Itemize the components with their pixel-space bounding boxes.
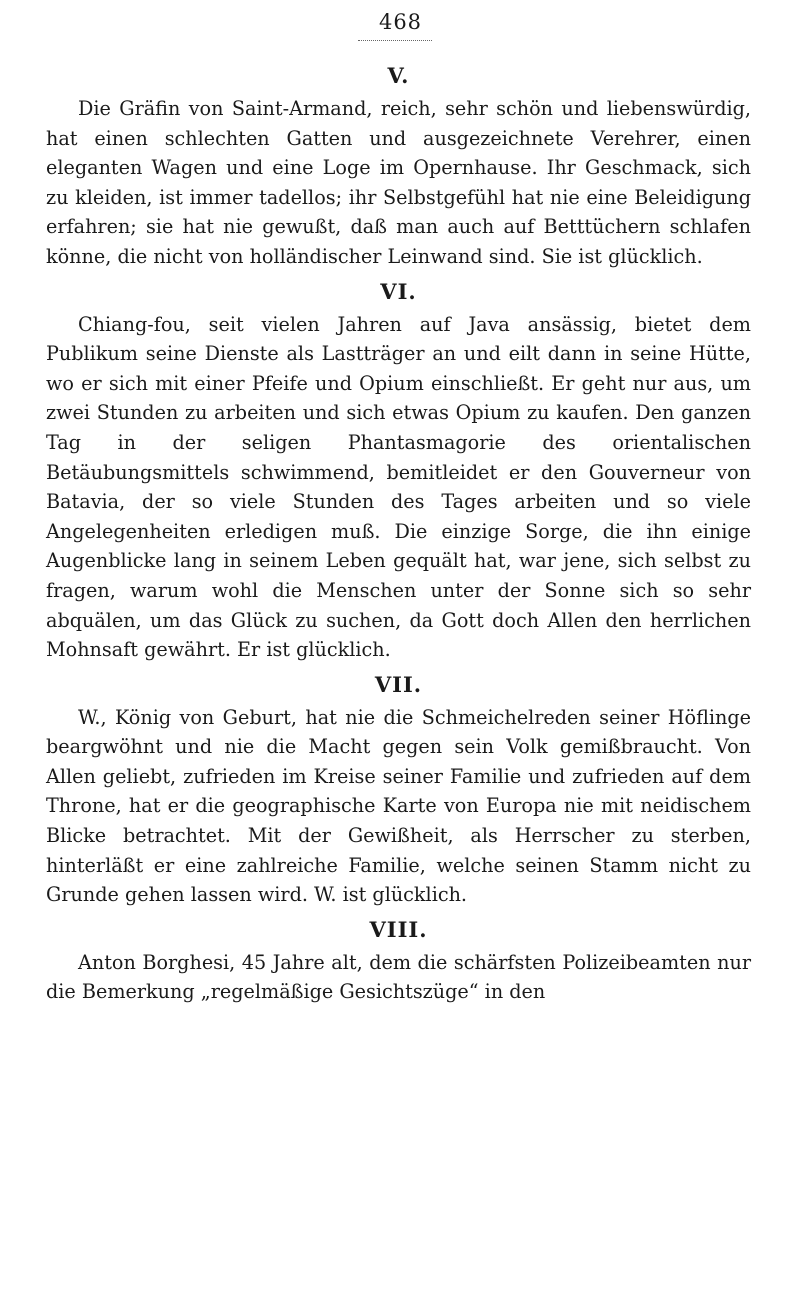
section-heading: VIII. — [369, 916, 428, 942]
section-paragraph: Anton Borghesi, 45 Jahre alt, dem die schärfsten Polizeibeamten nur die Bemerkung „regelmäßige Gesichtszüge“ in den — [46, 950, 751, 1004]
section-vii — [46, 671, 751, 910]
section-heading: VII. — [374, 671, 423, 697]
section-v — [46, 62, 751, 272]
section-heading: VI. — [380, 278, 417, 304]
section-vi — [46, 278, 751, 665]
page-number-rule — [358, 40, 432, 41]
section-viii — [46, 916, 751, 1007]
page-number: 468 — [378, 10, 423, 34]
section-paragraph: Die Gräfin von Saint-Armand, reich, sehr schön und liebenswürdig, hat einen schlechten Gatten und ausgezeichnete Verehrer, einen eleganten Wagen und eine Loge im Opernhause. Ihr Geschmack, sich zu kleiden, ist immer tadellos; ihr Selbstgefühl hat nie eine Beleidigung erfahren; sie hat nie gewußt, daß man auch auf Betttüchern schlafen könne, die nicht von holländischer Leinwand sind. Sie ist glücklich. — [46, 97, 751, 268]
section-paragraph: W., König von Geburt, hat nie die Schmeichelreden seiner Höflinge beargwöhnt und nie die Macht gegen sein Volk gemißbraucht. Von Allen geliebt, zufrieden im Kreise seiner Familie und zufrieden auf dem Throne, hat er die geographische Karte von Europa nie mit neidischem Blicke betrachtet. Mit der Gewißheit, als Herrscher zu sterben, hinterläßt er eine zahlreiche Familie, welche seinen Stamm nicht zu Grunde gehen lassen wird. W. ist glücklich. — [46, 705, 751, 907]
text-column — [46, 62, 751, 1013]
section-paragraph: Chiang-fou, seit vielen Jahren auf Java ansässig, bietet dem Publikum seine Dienste als Lastträger an und eilt dann in seine Hütte, wo er sich mit einer Pfeife und Opium einschließt. Er geht nur aus, um zwei Stunden zu arbeiten und sich etwas Opium zu kaufen. Den ganzen Tag in der seligen Phantasmagorie des orientalischen Betäubungsmittels schwimmend, bemitleidet er den Gouverneur von Batavia, der so viele Stunden des Tages arbeiten und so viele Angelegenheiten erledigen muß. Die einzige Sorge, die ihn einige Augenblicke lang in seinem Leben gequält hat, war jene, sich selbst zu fragen, warum wohl die Menschen unter der Sonne sich so sehr abquälen, um das Glück zu suchen, da Gott doch Allen den herrlichen Mohnsaft gewährt. Er ist glücklich. — [46, 312, 751, 662]
section-heading: V. — [387, 63, 410, 88]
